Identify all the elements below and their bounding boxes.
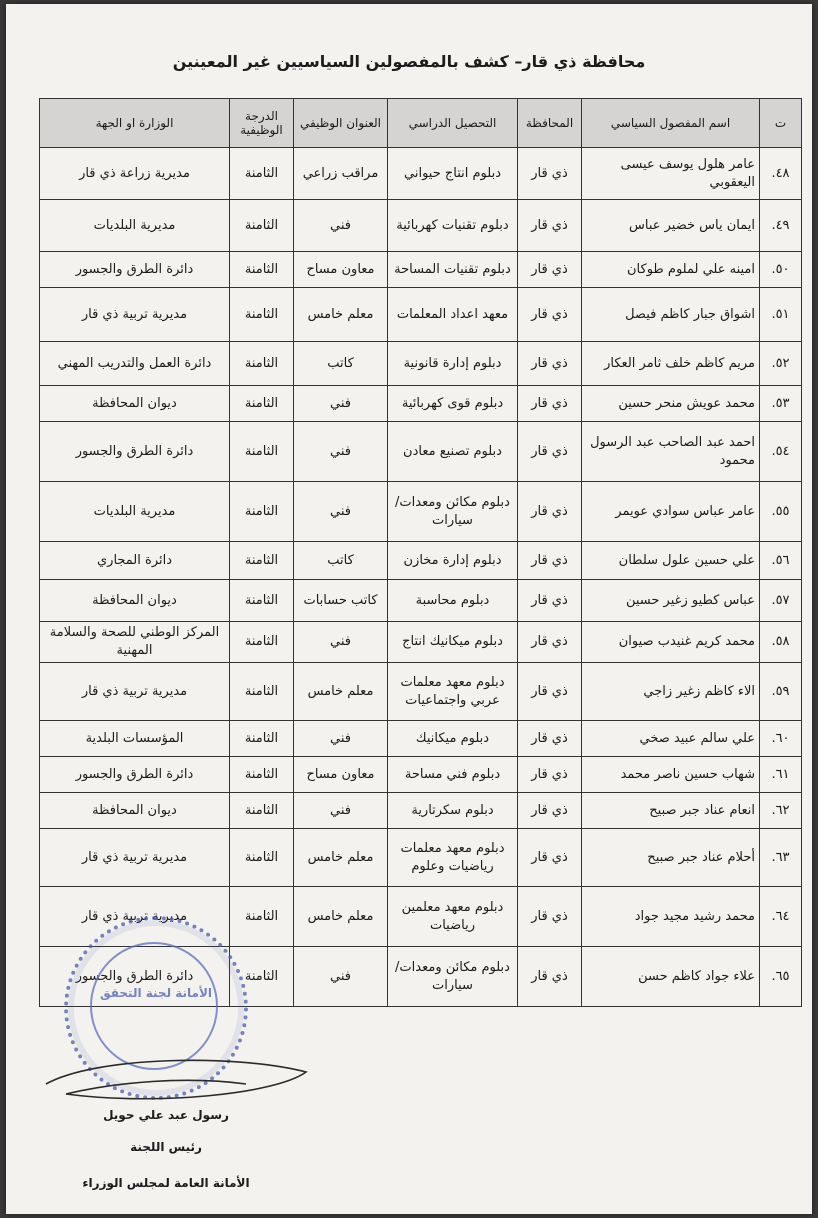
cell-department: دائرة الطرق والجسور <box>40 252 230 288</box>
cell-name: أحلام عناد جبر صبيح <box>582 829 760 887</box>
cell-job-title: فني <box>294 386 388 422</box>
cell-name: ايمان ياس خضير عباس <box>582 200 760 252</box>
cell-education: دبلوم سكرتارية <box>388 793 518 829</box>
cell-governorate: ذي قار <box>518 663 582 721</box>
table-row <box>40 148 802 200</box>
cell-job-title: معاون مساح <box>294 757 388 793</box>
cell-governorate: ذي قار <box>518 887 582 947</box>
cell-no: ٦٠. <box>760 721 802 757</box>
cell-grade: الثامنة <box>230 482 294 542</box>
cell-no: ٥٥. <box>760 482 802 542</box>
cell-name: علاء جواد كاظم حسن <box>582 947 760 1007</box>
cell-grade: الثامنة <box>230 342 294 386</box>
col-header-no: ت <box>760 99 802 148</box>
cell-job-title: فني <box>294 422 388 482</box>
table-row <box>40 793 802 829</box>
cell-grade: الثامنة <box>230 542 294 580</box>
cell-governorate: ذي قار <box>518 288 582 342</box>
cell-governorate: ذي قار <box>518 947 582 1007</box>
table-row <box>40 482 802 542</box>
table-row <box>40 342 802 386</box>
col-header-governorate: المحافظة <box>518 99 582 148</box>
cell-education: دبلوم مكائن ومعدات/سيارات <box>388 482 518 542</box>
cell-name: محمد رشيد مجيد جواد <box>582 887 760 947</box>
cell-no: ٥٨. <box>760 622 802 663</box>
cell-job-title: فني <box>294 200 388 252</box>
table-row <box>40 757 802 793</box>
cell-governorate: ذي قار <box>518 148 582 200</box>
cell-no: ٤٩. <box>760 200 802 252</box>
cell-no: ٥٤. <box>760 422 802 482</box>
cell-education: دبلوم انتاج حيواني <box>388 148 518 200</box>
cell-governorate: ذي قار <box>518 542 582 580</box>
cell-department: مديرية تربية ذي قار <box>40 288 230 342</box>
cell-governorate: ذي قار <box>518 342 582 386</box>
cell-education: دبلوم مكائن ومعدات/سيارات <box>388 947 518 1007</box>
cell-no: ٦٤. <box>760 887 802 947</box>
cell-department: دائرة المجاري <box>40 542 230 580</box>
cell-job-title: معلم خامس <box>294 829 388 887</box>
table-row <box>40 947 802 1007</box>
cell-governorate: ذي قار <box>518 252 582 288</box>
cell-job-title: فني <box>294 947 388 1007</box>
table-header-row <box>40 99 802 148</box>
signatory-organization: الأمانة العامة لمجلس الوزراء <box>82 1176 250 1190</box>
cell-job-title: معلم خامس <box>294 887 388 947</box>
cell-education: دبلوم تقنيات كهربائية <box>388 200 518 252</box>
cell-grade: الثامنة <box>230 580 294 622</box>
cell-name: عامر عباس سوادي عويمر <box>582 482 760 542</box>
cell-education: دبلوم معهد معلمات عربي واجتماعيات <box>388 663 518 721</box>
cell-no: ٥٧. <box>760 580 802 622</box>
cell-department: مديرية تربية ذي قار <box>40 663 230 721</box>
col-header-education: التحصيل الدراسي <box>388 99 518 148</box>
cell-governorate: ذي قار <box>518 757 582 793</box>
table-row <box>40 200 802 252</box>
table-row <box>40 721 802 757</box>
cell-grade: الثامنة <box>230 663 294 721</box>
cell-governorate: ذي قار <box>518 386 582 422</box>
cell-name: احمد عبد الصاحب عبد الرسول محمود <box>582 422 760 482</box>
table-row <box>40 288 802 342</box>
col-header-grade: الدرجة الوظيفية <box>230 99 294 148</box>
cell-job-title: كاتب حسابات <box>294 580 388 622</box>
cell-job-title: فني <box>294 721 388 757</box>
cell-job-title: فني <box>294 622 388 663</box>
page-title: محافظة ذي قار– كشف بالمفصولين السياسيين غير المعينين <box>172 52 646 71</box>
cell-education: دبلوم ميكانيك انتاج <box>388 622 518 663</box>
cell-department: مديرية زراعة ذي قار <box>40 148 230 200</box>
cell-grade: الثامنة <box>230 721 294 757</box>
cell-department: دائرة الطرق والجسور <box>40 422 230 482</box>
cell-job-title: مراقب زراعي <box>294 148 388 200</box>
cell-name: الاء كاظم زغير زاجي <box>582 663 760 721</box>
cell-job-title: كاتب <box>294 542 388 580</box>
cell-education: دبلوم قوى كهربائية <box>388 386 518 422</box>
table-row <box>40 386 802 422</box>
table-row <box>40 580 802 622</box>
cell-no: ٥٠. <box>760 252 802 288</box>
table-row <box>40 622 802 663</box>
stamp-label: الأمانة لجنة التحقق <box>99 986 213 1000</box>
cell-governorate: ذي قار <box>518 580 582 622</box>
cell-job-title: فني <box>294 793 388 829</box>
table-row <box>40 542 802 580</box>
cell-name: محمد كريم غنيدب صيوان <box>582 622 760 663</box>
cell-name: مريم كاظم خلف ثامر العكار <box>582 342 760 386</box>
table-row <box>40 252 802 288</box>
cell-education: دبلوم ميكانيك <box>388 721 518 757</box>
cell-governorate: ذي قار <box>518 622 582 663</box>
cell-no: ٦٥. <box>760 947 802 1007</box>
col-header-job-title: العنوان الوظيفي <box>294 99 388 148</box>
cell-no: ٥١. <box>760 288 802 342</box>
cell-job-title: فني <box>294 482 388 542</box>
cell-education: دبلوم محاسبة <box>388 580 518 622</box>
table-row <box>40 829 802 887</box>
cell-education: دبلوم فني مساحة <box>388 757 518 793</box>
signatory-name: رسول عبد علي حويل <box>103 1108 229 1122</box>
cell-governorate: ذي قار <box>518 200 582 252</box>
cell-grade: الثامنة <box>230 386 294 422</box>
cell-governorate: ذي قار <box>518 829 582 887</box>
cell-name: شهاب حسين ناصر محمد <box>582 757 760 793</box>
cell-name: عباس كطيو زغير حسين <box>582 580 760 622</box>
cell-education: معهد اعداد المعلمات <box>388 288 518 342</box>
cell-grade: الثامنة <box>230 829 294 887</box>
cell-governorate: ذي قار <box>518 721 582 757</box>
cell-name: امينه علي لملوم طوكان <box>582 252 760 288</box>
cell-no: ٤٨. <box>760 148 802 200</box>
cell-name: عامر هلول يوسف عيسى اليعقوبي <box>582 148 760 200</box>
cell-department: المؤسسات البلدية <box>40 721 230 757</box>
cell-grade: الثامنة <box>230 252 294 288</box>
cell-education: دبلوم إدارة مخازن <box>388 542 518 580</box>
document-page <box>6 4 812 1214</box>
cell-no: ٦٣. <box>760 829 802 887</box>
roster-table <box>39 98 802 1007</box>
cell-department: ديوان المحافظة <box>40 793 230 829</box>
cell-no: ٥٣. <box>760 386 802 422</box>
cell-job-title: معلم خامس <box>294 663 388 721</box>
cell-education: دبلوم إدارة قانونية <box>388 342 518 386</box>
col-header-department: الوزارة او الجهة <box>40 99 230 148</box>
cell-grade: الثامنة <box>230 887 294 947</box>
cell-department: دائرة الطرق والجسور <box>40 947 230 1007</box>
cell-name: اشواق جبار كاظم فيصل <box>582 288 760 342</box>
cell-no: ٦٢. <box>760 793 802 829</box>
signatory-role: رئيس اللجنة <box>130 1140 202 1154</box>
cell-education: دبلوم معهد معلمين رياضيات <box>388 887 518 947</box>
cell-job-title: معلم خامس <box>294 288 388 342</box>
cell-grade: الثامنة <box>230 622 294 663</box>
cell-department: دائرة العمل والتدريب المهني <box>40 342 230 386</box>
cell-name: علي حسين علول سلطان <box>582 542 760 580</box>
cell-no: ٦١. <box>760 757 802 793</box>
cell-grade: الثامنة <box>230 148 294 200</box>
cell-education: دبلوم تقنيات المساحة <box>388 252 518 288</box>
cell-no: ٥٩. <box>760 663 802 721</box>
table-row <box>40 422 802 482</box>
cell-governorate: ذي قار <box>518 793 582 829</box>
cell-job-title: معاون مساح <box>294 252 388 288</box>
cell-name: علي سالم عبيد صخي <box>582 721 760 757</box>
cell-grade: الثامنة <box>230 422 294 482</box>
cell-department: مديرية تربية ذي قار <box>40 829 230 887</box>
cell-department: مديرية البلديات <box>40 482 230 542</box>
cell-grade: الثامنة <box>230 793 294 829</box>
cell-no: ٥٦. <box>760 542 802 580</box>
signature-scribble <box>36 1054 316 1104</box>
cell-department: المركز الوطني للصحة والسلامة المهنية <box>40 622 230 663</box>
cell-grade: الثامنة <box>230 757 294 793</box>
cell-name: انعام عناد جبر صبيح <box>582 793 760 829</box>
cell-department: ديوان المحافظة <box>40 386 230 422</box>
cell-department: دائرة الطرق والجسور <box>40 757 230 793</box>
cell-education: دبلوم تصنيع معادن <box>388 422 518 482</box>
cell-governorate: ذي قار <box>518 422 582 482</box>
cell-grade: الثامنة <box>230 288 294 342</box>
table-body <box>40 148 802 1007</box>
cell-department: مديرية البلديات <box>40 200 230 252</box>
cell-name: محمد عويش منحر حسين <box>582 386 760 422</box>
table-row <box>40 887 802 947</box>
cell-department: مديرية تربية ذي قار <box>40 887 230 947</box>
cell-department: ديوان المحافظة <box>40 580 230 622</box>
cell-no: ٥٢. <box>760 342 802 386</box>
cell-education: دبلوم معهد معلمات رياضيات وعلوم <box>388 829 518 887</box>
cell-grade: الثامنة <box>230 947 294 1007</box>
table-row <box>40 663 802 721</box>
cell-governorate: ذي قار <box>518 482 582 542</box>
col-header-name: اسم المفصول السياسي <box>582 99 760 148</box>
cell-job-title: كاتب <box>294 342 388 386</box>
cell-grade: الثامنة <box>230 200 294 252</box>
